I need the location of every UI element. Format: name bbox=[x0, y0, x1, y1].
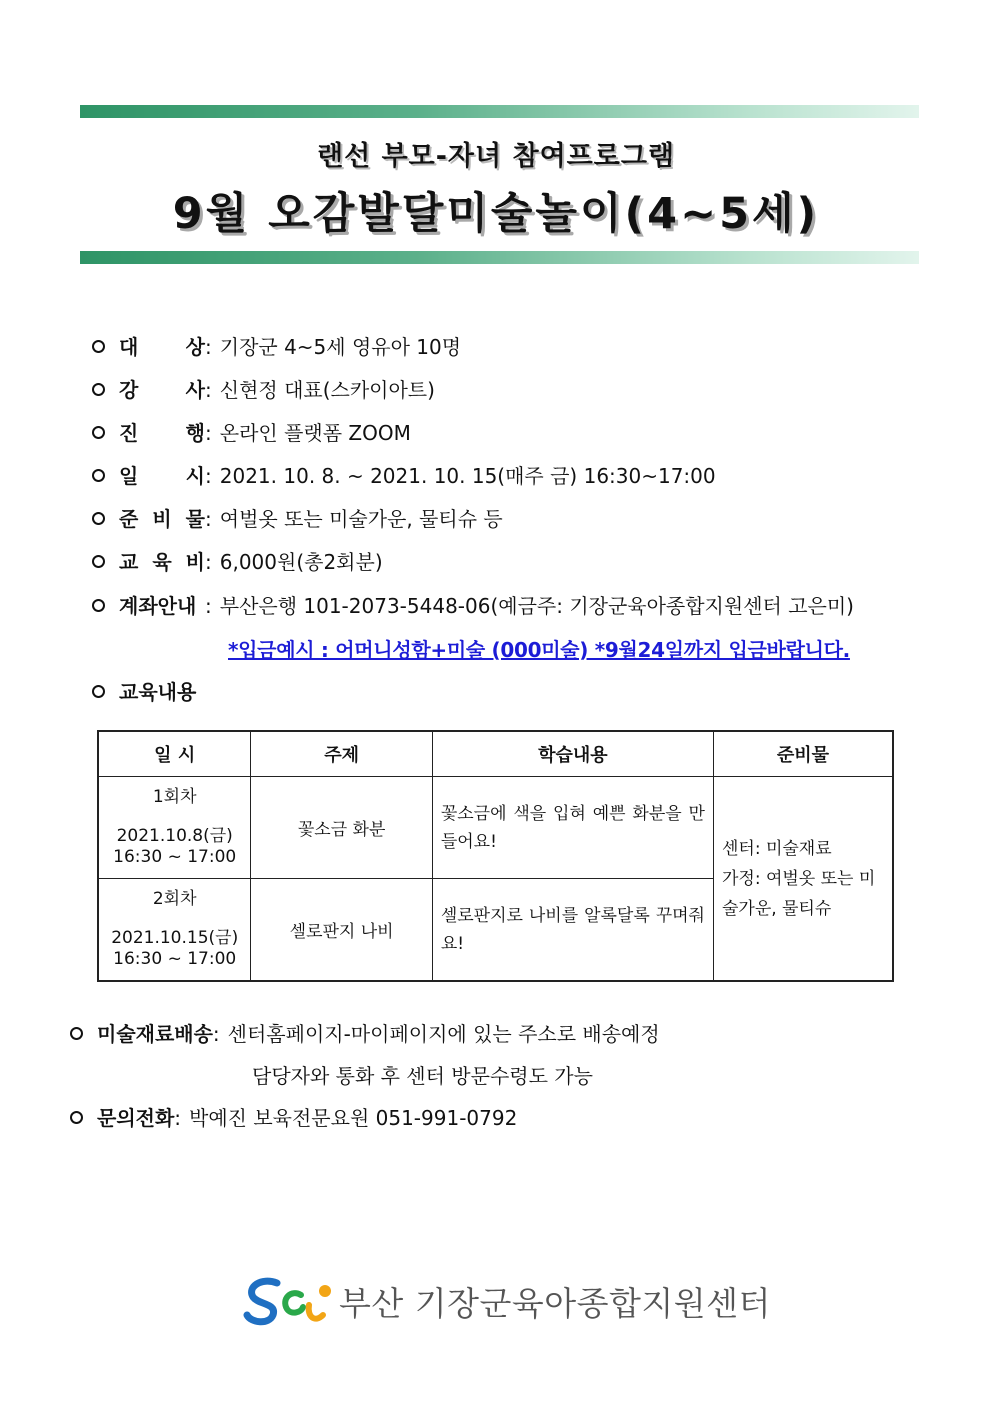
prep-home: 가정: 여벌옷 또는 미술가운, 물티슈 bbox=[721, 868, 876, 919]
info-value: 6,000원(총2회분) bbox=[219, 550, 383, 574]
session-time: 16:30 ~ 17:00 bbox=[113, 847, 237, 867]
deposit-note: *입금예시 : 어머니성함+미술 (000미술) *9월24일까지 입금바랍니다. bbox=[228, 638, 850, 662]
contact-row: 문의전화: 박예진 보육전문요원 051-991-0792 bbox=[70, 1103, 517, 1133]
section-label: 교육내용 bbox=[119, 680, 197, 704]
info-label: 대 상 bbox=[119, 335, 205, 359]
session-date: 2021.10.8(금) bbox=[116, 826, 233, 846]
info-materials: 준 비 물: 여벌옷 또는 미술가운, 물티슈 등 bbox=[90, 504, 503, 534]
session-cell bbox=[98, 777, 251, 879]
section-curriculum bbox=[90, 677, 196, 707]
session-cell bbox=[98, 879, 251, 982]
info-value: 2021. 10. 8. ~ 2021. 10. 15(매주 금) 16:30~17:00 bbox=[219, 464, 716, 488]
circle-bullet-icon bbox=[92, 469, 105, 482]
topic-cell: 꽃소금 화분 bbox=[251, 777, 432, 879]
info-label: 일 시 bbox=[119, 464, 205, 488]
prep-cell bbox=[713, 777, 893, 982]
info-label: 교 육 비 bbox=[119, 550, 205, 574]
prep-center: 센터: 미술재료 bbox=[721, 838, 832, 859]
info-label: 계좌안내 bbox=[119, 594, 197, 618]
session-date: 2021.10.15(금) bbox=[111, 928, 239, 948]
info-instructor: 강 사: 신현정 대표(스카이아트) bbox=[90, 375, 435, 405]
program-subtitle: 랜선 부모-자녀 참여프로그램 bbox=[317, 141, 675, 172]
content-cell: 셀로판지로 나비를 알록달록 꾸며줘요! bbox=[432, 879, 713, 982]
session-number: 2회차 bbox=[152, 889, 197, 909]
info-fee: 교 육 비: 6,000원(총2회분) bbox=[90, 547, 383, 577]
contact-label: 문의전화 bbox=[97, 1106, 175, 1130]
info-value: 부산은행 101-2073-5448-06(예금주: 기장군육아종합지원센터 고은미) bbox=[219, 594, 854, 618]
program-title: 9월 오감발달미술놀이(4~5세) bbox=[172, 189, 820, 239]
header-content: 학습내용 bbox=[432, 731, 713, 777]
header-datetime: 일 시 bbox=[98, 731, 251, 777]
header-top-bar bbox=[80, 105, 919, 118]
footer-logo bbox=[243, 1275, 771, 1327]
circle-bullet-icon bbox=[92, 426, 105, 439]
info-value: 신현정 대표(스카이아트) bbox=[219, 378, 435, 402]
table-header-row bbox=[98, 731, 893, 777]
info-account: 계좌안내 : 부산은행 101-2073-5448-06(예금주: 기장군육아종합지원센터 고은미) bbox=[90, 591, 854, 621]
contact-value: 박예진 보육전문요원 051-991-0792 bbox=[189, 1106, 518, 1130]
header-topic: 주제 bbox=[251, 731, 432, 777]
session-time: 16:30 ~ 17:00 bbox=[113, 949, 237, 969]
info-value: 여벌옷 또는 미술가운, 물티슈 등 bbox=[219, 507, 503, 531]
center-logo-icon bbox=[243, 1275, 333, 1327]
schedule-table bbox=[97, 730, 894, 982]
circle-bullet-icon bbox=[92, 512, 105, 525]
delivery-note: 담당자와 통화 후 센터 방문수령도 가능 bbox=[252, 1064, 593, 1088]
org-name: 부산 기장군육아종합지원센터 bbox=[339, 1283, 771, 1323]
topic-cell: 셀로판지 나비 bbox=[251, 879, 432, 982]
info-value: 온라인 플랫폼 ZOOM bbox=[219, 421, 411, 445]
delivery-label: 미술재료배송 bbox=[97, 1022, 213, 1046]
header-prep: 준비물 bbox=[713, 731, 893, 777]
info-label: 강 사 bbox=[119, 378, 205, 402]
header-bottom-bar bbox=[80, 251, 919, 264]
session-number: 1회차 bbox=[152, 787, 197, 807]
delivery-value: 센터홈페이지-마이페이지에 있는 주소로 배송예정 bbox=[227, 1022, 660, 1046]
circle-bullet-icon bbox=[92, 340, 105, 353]
info-value: 기장군 4~5세 영유아 10명 bbox=[219, 335, 462, 359]
delivery-row: 미술재료배송: 센터홈페이지-마이페이지에 있는 주소로 배송예정 bbox=[70, 1019, 660, 1049]
info-datetime: 일 시: 2021. 10. 8. ~ 2021. 10. 15(매주 금) 16:30~17:00 bbox=[90, 461, 716, 491]
info-label: 준 비 물 bbox=[119, 507, 205, 531]
table-row bbox=[98, 777, 893, 879]
info-label: 진 행 bbox=[119, 421, 205, 445]
circle-bullet-icon bbox=[92, 685, 105, 698]
circle-bullet-icon bbox=[70, 1027, 83, 1040]
info-target: 대 상: 기장군 4~5세 영유아 10명 bbox=[90, 332, 461, 362]
content-cell: 꽃소금에 색을 입혀 예쁜 화분을 만들어요! bbox=[432, 777, 713, 879]
circle-bullet-icon bbox=[70, 1111, 83, 1124]
circle-bullet-icon bbox=[92, 383, 105, 396]
info-format: 진 행: 온라인 플랫폼 ZOOM bbox=[90, 418, 411, 448]
circle-bullet-icon bbox=[92, 555, 105, 568]
circle-bullet-icon bbox=[92, 599, 105, 612]
